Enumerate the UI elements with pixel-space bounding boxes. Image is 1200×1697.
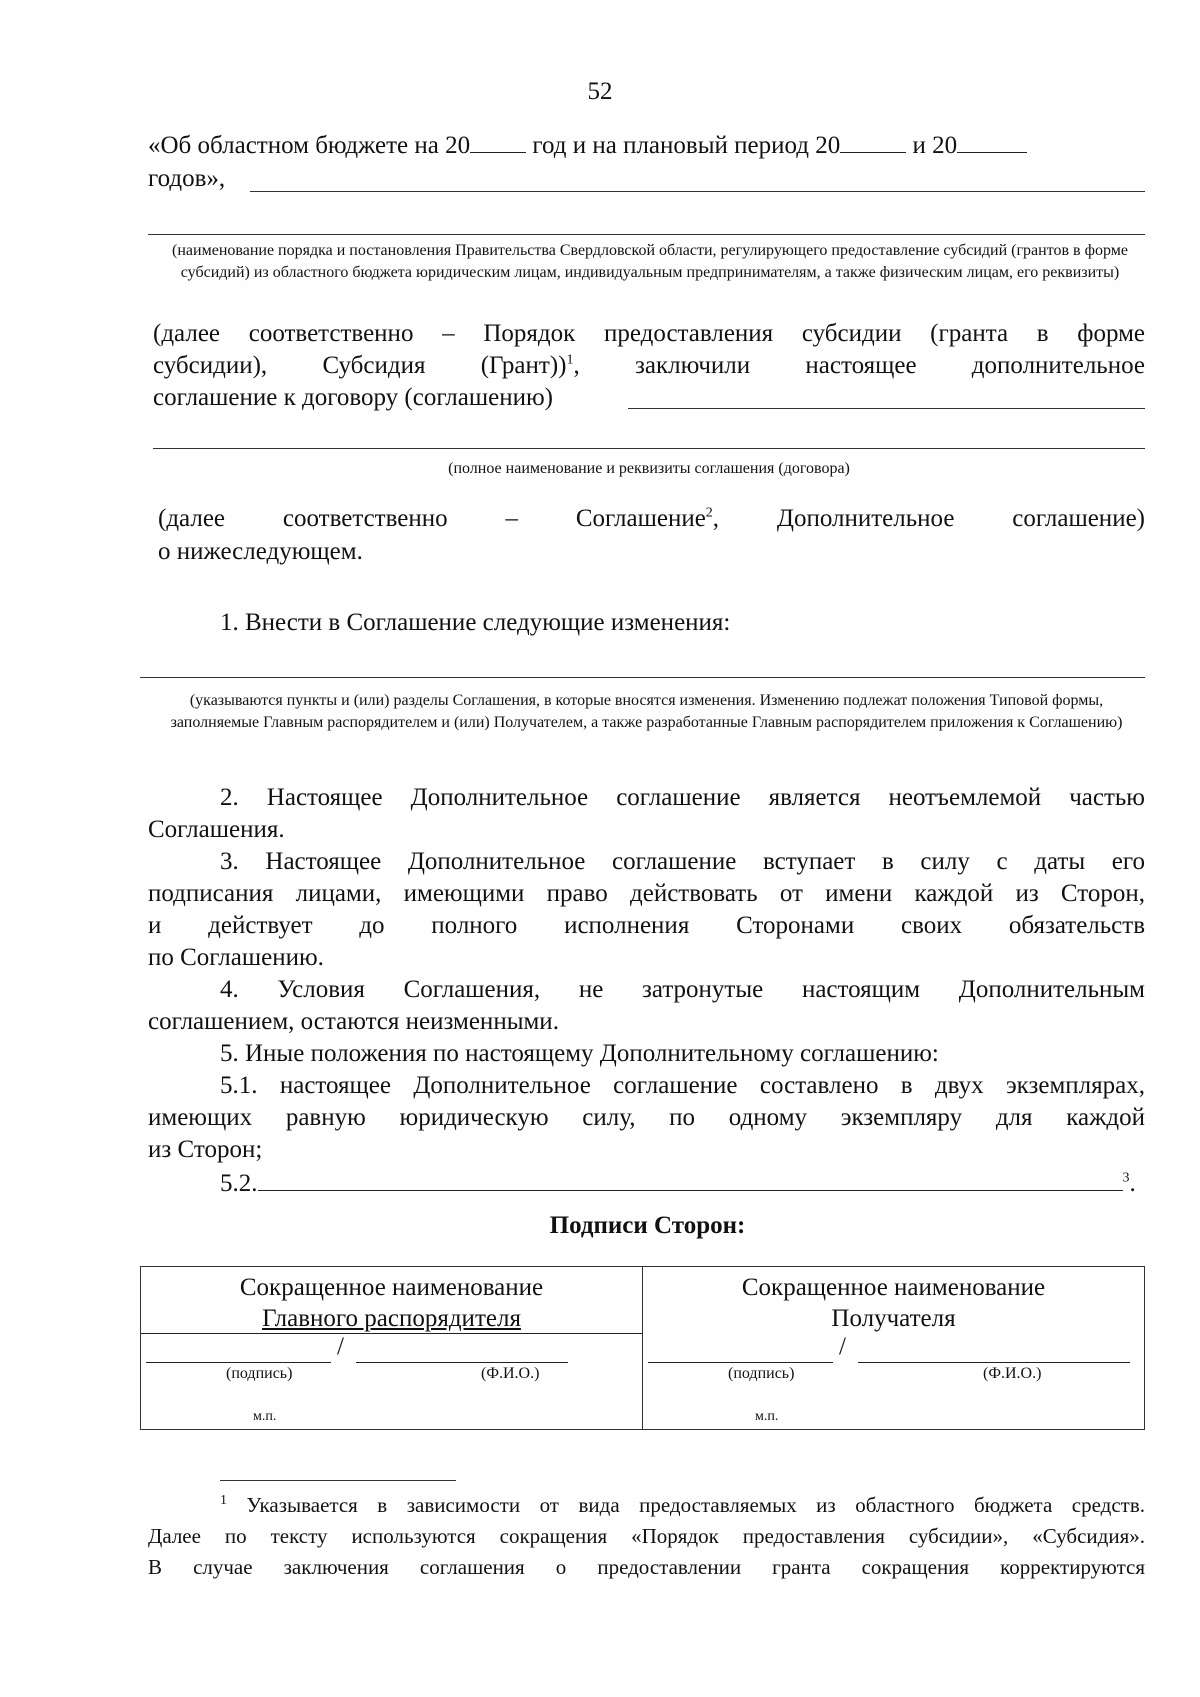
para1-line-3: соглашение к договору (соглашению) (153, 384, 553, 411)
left-signature-line[interactable] (146, 1362, 331, 1363)
item52-blank (258, 1166, 1123, 1191)
left-head-1: Сокращенное наименование (239, 1274, 544, 1301)
intro-line-2 (148, 165, 1148, 193)
footnote-separator (220, 1480, 456, 1481)
item51-line-3: из Сторон; (148, 1136, 263, 1163)
item4-text-1: 4. Условия Соглашения, не затронутые настоящим Дополнительным (220, 976, 1145, 1003)
item3-line-1 (148, 846, 1145, 878)
para1-line-2b: , заключили настоящее дополнительное (573, 352, 1145, 379)
item-1: 1. Внести в Соглашение следующие изменения: (220, 609, 731, 636)
footnote-text-1: Указывается в зависимости от вида предоставляемых из областного бюджета средств. (227, 1493, 1145, 1517)
right-head (644, 1268, 1143, 1334)
page-number: 52 (587, 78, 613, 105)
item52-label: 5.2. (220, 1170, 258, 1197)
para1-line-1: (далее соответственно – Порядок предоставления субсидии (гранта в форме (153, 320, 1145, 347)
left-head-rule (141, 1333, 642, 1334)
item4-line-2: соглашением, остаются неизменными. (148, 1008, 559, 1035)
item3-line-3: и действует до полного исполнения Сторонами своих обязательств (148, 912, 1145, 939)
item2-line-2: Соглашения. (148, 816, 285, 843)
changes-line (140, 677, 1145, 678)
item2-line-1 (148, 782, 1145, 814)
para2-line-1b: , Дополнительное соглашение) (712, 505, 1145, 532)
item3-line-2: подписания лицами, имеющими право действовать от имени каждой из Сторон, (148, 880, 1145, 907)
item4-line-1 (148, 974, 1145, 1006)
right-head-2: Получателя (831, 1305, 956, 1332)
footnote-ref-3: 3 (1122, 1170, 1130, 1186)
right-head-1: Сокращенное наименование (741, 1274, 1046, 1301)
right-signature-line[interactable] (648, 1362, 833, 1363)
item51-line-1 (148, 1070, 1145, 1102)
agreement-name-line (153, 448, 1145, 449)
signatures-title: Подписи Сторон: (549, 1212, 746, 1239)
item-5: 5. Иные положения по настоящему Дополнительному соглашению: (220, 1040, 939, 1067)
left-sign-label: (подпись) (226, 1365, 293, 1382)
footnote-ref-1: 1 (566, 352, 574, 368)
footnote-line-2: Далее по тексту используются сокращения «Порядок предоставления субсидии», «Субсидия». (148, 1524, 1145, 1548)
right-name-label: (Ф.И.О.) (983, 1365, 1042, 1382)
item3-text-1: 3. Настоящее Дополнительное соглашение вступает в силу с даты его (220, 848, 1145, 875)
intro-text-4: годов», (148, 165, 226, 192)
year-blank-2 (840, 132, 906, 153)
intro-fill-line (250, 191, 1145, 192)
item51-text-1: 5.1. настоящее Дополнительное соглашение составлено в двух экземплярах, (220, 1072, 1145, 1099)
note-changes: (указываются пункты и (или) разделы Соглашения, в которые вносятся изменения. Изменению подлежат положения Типовой формы, заполняемые Главным распорядителем и (или) Получателем, а также разработанные Главным распорядителем приложения к Соглашению) (170, 692, 1123, 731)
item51-line-2: имеющих равную юридическую силу, по одному экземпляру для каждой (148, 1104, 1145, 1131)
left-name-label: (Ф.И.О.) (481, 1365, 540, 1382)
agreement-fill-line (628, 408, 1145, 409)
year-blank-1 (470, 132, 526, 153)
para1-line-2a: субсидии), Субсидия (Грант)) (153, 352, 567, 379)
signature-table (140, 1266, 1145, 1430)
intro-text-2: год и на плановый период 20 (526, 132, 841, 159)
procedure-name-line (148, 234, 1145, 235)
para2-line-2: о нижеследующем. (158, 538, 363, 565)
footnote-line-1 (148, 1490, 1145, 1521)
intro-text-3: и 20 (906, 132, 958, 159)
left-stamp: м.п. (253, 1409, 277, 1424)
para1-line-2 (153, 350, 1145, 382)
year-blank-3 (957, 132, 1027, 153)
intro-text-1: «Об областном бюджете на 20 (148, 132, 471, 159)
footnote-marker: 1 (220, 1493, 227, 1508)
para2-line-1a: (далее соответственно – Соглашение (158, 505, 706, 532)
left-name-line[interactable] (356, 1362, 568, 1363)
right-name-line[interactable] (858, 1362, 1130, 1363)
item3-line-4: по Соглашению. (148, 944, 324, 971)
item52-end: . (1129, 1170, 1136, 1197)
left-head-2: Главного распорядителя (262, 1305, 521, 1332)
left-slash: / (337, 1333, 344, 1360)
footnote-ref-2: 2 (705, 505, 713, 521)
item2-text-1: 2. Настоящее Дополнительное соглашение является неотъемлемой частью (220, 784, 1145, 811)
right-sign-label: (подпись) (728, 1365, 795, 1382)
item-52 (220, 1166, 1136, 1200)
left-head (142, 1268, 641, 1334)
para2-line-1 (158, 503, 1145, 535)
signature-cell-right (643, 1267, 1145, 1430)
note-agreement-name: (полное наименование и реквизиты соглашения (договора) (448, 460, 850, 477)
footnote-line-3: В случае заключения соглашения о предоставлении гранта сокращения корректируются (148, 1555, 1145, 1579)
note-procedure-name: (наименование порядка и постановления Правительства Свердловской области, регулирующего предоставление субсидий (грантов в форме субсидий) из областного бюджета юридическим лицам, индивидуальным предпринимателям, а также физическим лицам, его реквизиты) (172, 242, 1128, 281)
right-stamp: м.п. (755, 1409, 779, 1424)
signature-cell-left (141, 1267, 643, 1430)
right-slash: / (839, 1333, 846, 1360)
intro-line-1 (148, 132, 1148, 160)
